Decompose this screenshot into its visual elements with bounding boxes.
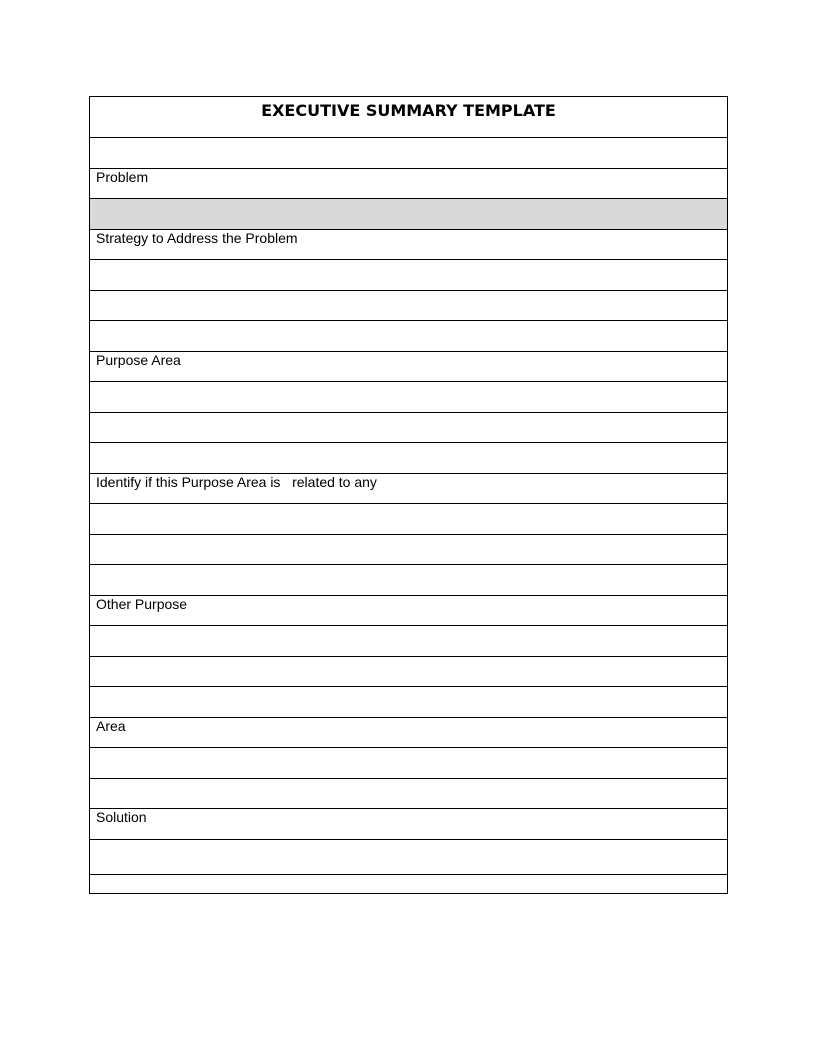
form-rows xyxy=(90,138,727,893)
row-label: Problem xyxy=(96,168,149,185)
form-row[interactable] xyxy=(90,291,727,322)
form-row[interactable] xyxy=(90,596,727,627)
form-row[interactable] xyxy=(90,535,727,566)
form-row[interactable] xyxy=(90,413,727,444)
form-row[interactable] xyxy=(90,199,727,230)
document-title: EXECUTIVE SUMMARY TEMPLATE xyxy=(261,101,556,120)
row-label: Strategy to Address the Problem xyxy=(96,229,298,246)
form-row[interactable] xyxy=(90,809,727,840)
form-row[interactable] xyxy=(90,875,727,893)
form-row[interactable] xyxy=(90,138,727,169)
form-row[interactable] xyxy=(90,626,727,657)
form-row[interactable] xyxy=(90,687,727,718)
form-row[interactable] xyxy=(90,382,727,413)
form-row[interactable] xyxy=(90,840,727,875)
form-row[interactable] xyxy=(90,657,727,688)
row-label: Identify if this Purpose Area is related to any xyxy=(96,473,377,490)
form-row[interactable] xyxy=(90,260,727,291)
form-row[interactable] xyxy=(90,718,727,749)
form-row[interactable] xyxy=(90,230,727,261)
form-row[interactable] xyxy=(90,321,727,352)
row-label: Purpose Area xyxy=(96,351,181,368)
form-row[interactable] xyxy=(90,504,727,535)
form-row[interactable] xyxy=(90,779,727,810)
row-label: Area xyxy=(96,717,126,734)
title-row xyxy=(90,97,727,138)
form-row[interactable] xyxy=(90,352,727,383)
form-row[interactable] xyxy=(90,443,727,474)
form-row[interactable] xyxy=(90,474,727,505)
row-label: Other Purpose xyxy=(96,595,188,612)
form-row[interactable] xyxy=(90,169,727,200)
form-row[interactable] xyxy=(90,565,727,596)
row-label: Solution xyxy=(96,809,147,825)
executive-summary-form xyxy=(89,96,728,894)
form-row[interactable] xyxy=(90,748,727,779)
